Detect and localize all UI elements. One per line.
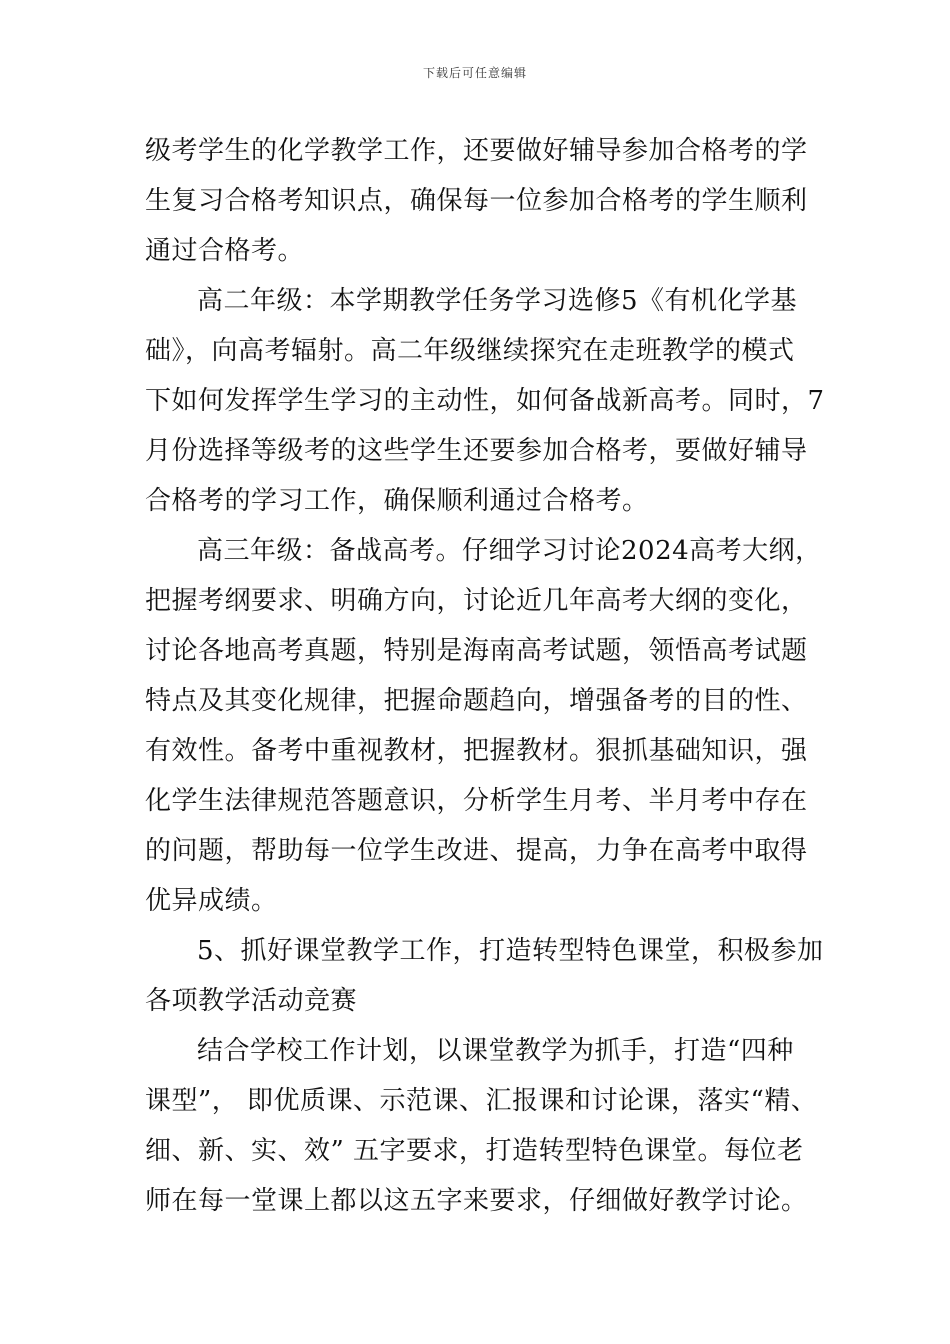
text-line: 课型”， 即优质课、示范课、汇报课和讨论课，落实“精、 — [145, 1086, 818, 1116]
text-line: 有效性。备考中重视教材，把握教材。狠抓基础知识，强 — [145, 736, 808, 766]
text-line: 讨论各地高考真题，特别是海南高考试题，领悟高考试题 — [145, 636, 808, 666]
text-line: 高二年级：本学期教学任务学习选修5《有机化学基 — [197, 286, 798, 316]
text-line: 5、抓好课堂教学工作，打造转型特色课堂，积极参加 — [197, 936, 824, 966]
paragraph-continuation — [145, 126, 815, 276]
page-header: 下载后可任意编辑 — [422, 66, 527, 80]
paragraph-grade-two — [145, 276, 825, 526]
text-line: 把握考纲要求、明确方向，讨论近几年高考大纲的变化， — [145, 586, 808, 616]
text-line: 化学生法律规范答题意识，分析学生月考、半月考中存在 — [145, 786, 808, 816]
text-line: 特点及其变化规律，把握命题趋向，增强备考的目的性、 — [145, 686, 808, 716]
text-line: 合格考的学习工作，确保顺利通过合格考。 — [145, 486, 649, 516]
text-line: 各项教学活动竞赛 — [145, 986, 358, 1016]
paragraph-classroom-plan — [145, 1026, 818, 1226]
text-line: 的问题，帮助每一位学生改进、提高，力争在高考中取得 — [145, 836, 808, 866]
text-line: 础》，向高考辐射。高二年级继续探究在走班教学的模式 — [145, 336, 795, 366]
text-line: 结合学校工作计划，以课堂教学为抓手，打造“四种 — [197, 1036, 794, 1066]
text-line: 高三年级：备战高考。仔细学习讨论2024高考大纲， — [197, 536, 822, 566]
text-line: 月份选择等级考的这些学生还要参加合格考，要做好辅导 — [145, 436, 808, 466]
text-line: 师在每一堂课上都以这五字来要求，仔细做好教学讨论。 — [145, 1186, 808, 1216]
text-line: 生复习合格考知识点，确保每一位参加合格考的学生顺利 — [145, 186, 808, 216]
paragraph-grade-three — [145, 526, 822, 926]
text-line: 通过合格考。 — [145, 236, 305, 266]
text-line: 优异成绩。 — [145, 886, 278, 916]
text-line: 细、新、实、效” 五字要求，打造转型特色课堂。每位老 — [145, 1136, 804, 1166]
document-body — [145, 126, 825, 1226]
section-heading-5 — [145, 926, 824, 1026]
text-line: 级考学生的化学教学工作，还要做好辅导参加合格考的学 — [145, 136, 808, 166]
text-line: 下如何发挥学生学习的主动性，如何备战新高考。同时，7 — [145, 386, 825, 416]
